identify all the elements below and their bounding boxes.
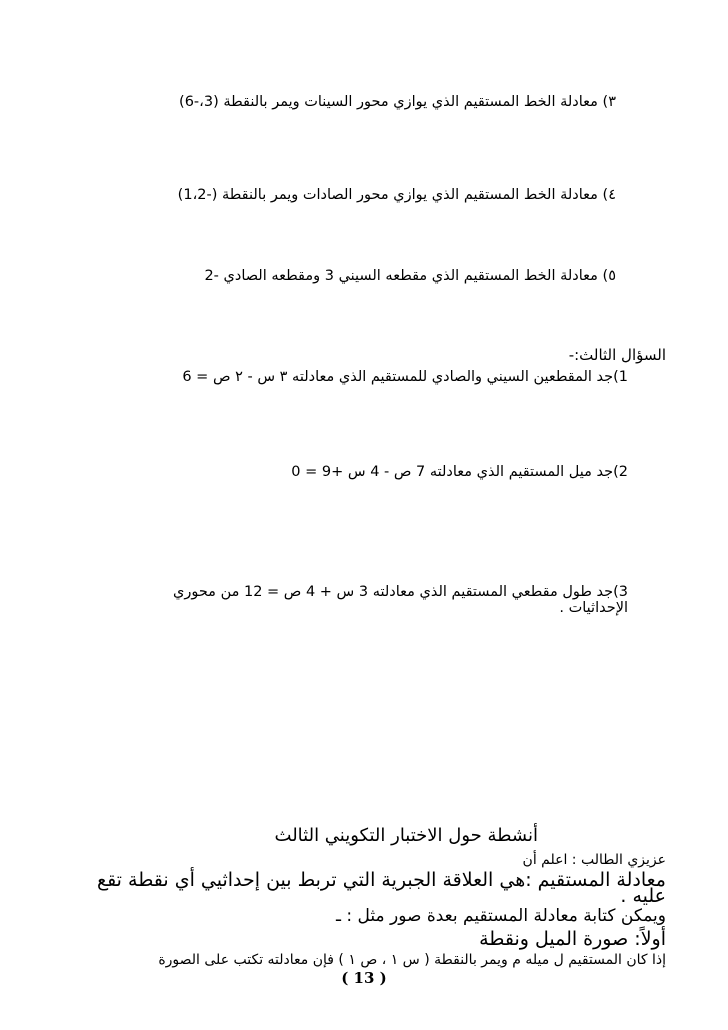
activities-title: أنشطة حول الاختبار التكويني الثالث — [274, 825, 538, 846]
item-5: ٥) معادلة الخط المستقيم الذي مقطعه السيني 3 ومقطعه الصادي -2 — [204, 268, 616, 284]
item-4: ٤) معادلة الخط المستقيم الذي يوازي محور الصادات ويمر بالنقطة (-1،2) — [177, 187, 616, 203]
point-slope-intro: إذا كان المستقيم ل ميله م ويمر بالنقطة ( س ١ ، ص ١ ) فإن معادلته تكتب على الصورة — [158, 952, 666, 968]
line-equation-definition: معادلة المستقيم :هي العلاقة الجبرية التي تربط بين إحداثيي أي نقطة تقع عليه . — [96, 869, 666, 907]
equation-forms: ويمكن كتابة معادلة المستقيم بعدة صور مثل : ـ — [335, 906, 666, 926]
question-3-part-3: 3)جد طول مقطعي المستقيم الذي معادلته 3 س + 4 ص = 12 من محوري الإحداثيات . — [172, 584, 628, 616]
student-note: عزيزي الطالب : اعلم أن — [522, 852, 666, 868]
page-number: ( 13 ) — [341, 969, 387, 987]
question-3-part-2: 2)جد ميل المستقيم الذي معادلته 7 ص - 4 س +9 = 0 — [291, 464, 628, 480]
question-3-part-1: 1)جد المقطعين السيني والصادي للمستقيم الذي معادلته ٣ س - ٢ ص = 6 — [182, 369, 628, 385]
first-form-title: أولاً: صورة الميل ونقطة — [479, 928, 666, 950]
item-3: ٣) معادلة الخط المستقيم الذي يوازي محور السينات ويمر بالنقطة (3،-6) — [179, 94, 616, 110]
question-3-title: السؤال الثالث:- — [568, 346, 666, 364]
